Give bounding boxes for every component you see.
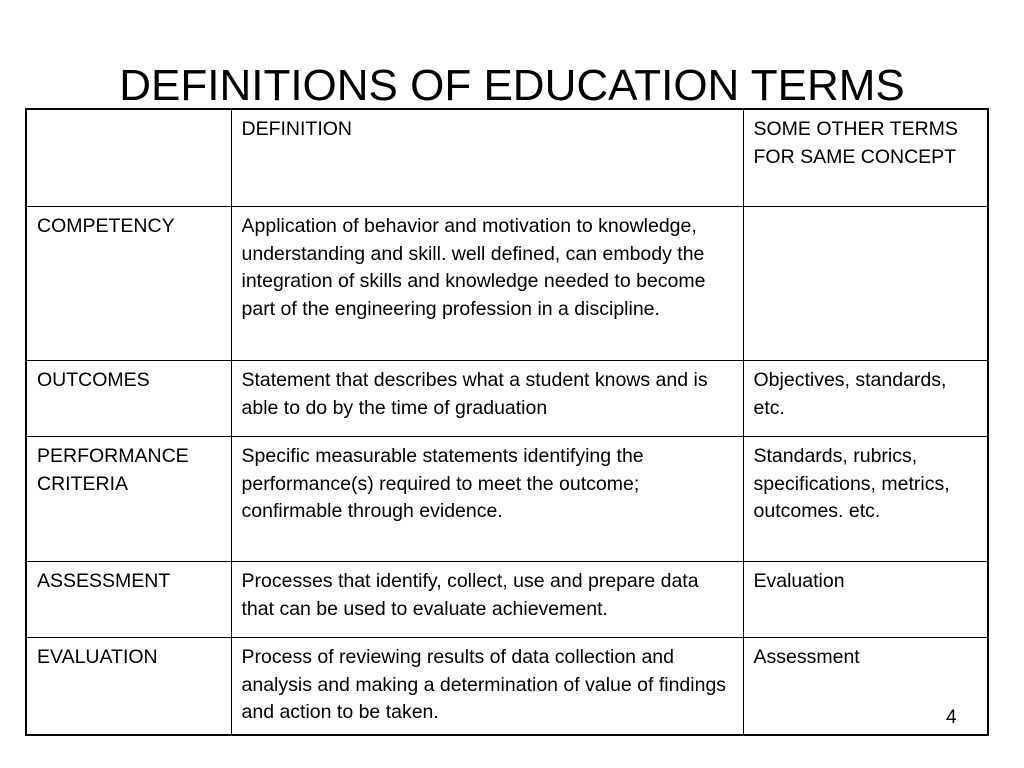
definition-cell: Specific measurable statements identifying the performance(s) required to meet the outcome; confirmable through evidence. [231,437,743,562]
table-row [26,562,988,638]
header-cell-term [26,109,231,207]
definition-cell: Process of reviewing results of data collection and analysis and making a determination of value of findings and action to be taken. [231,638,743,736]
other-terms-cell [743,207,988,361]
header-cell-definition: DEFINITION [231,109,743,207]
table-row [26,638,988,736]
table-row [26,437,988,562]
term-cell: ASSESSMENT [26,562,231,638]
table-row [26,207,988,361]
term-cell: COMPETENCY [26,207,231,361]
other-terms-cell: Evaluation [743,562,988,638]
term-cell: PERFORMANCE CRITERIA [26,437,231,562]
slide-title: DEFINITIONS OF EDUCATION TERMS [119,61,905,110]
term-cell: OUTCOMES [26,361,231,437]
table-row [26,361,988,437]
definition-cell: Statement that describes what a student knows and is able to do by the time of graduation [231,361,743,437]
page-number: 4 [946,707,957,728]
definition-cell: Processes that identify, collect, use and prepare data that can be used to evaluate achievement. [231,562,743,638]
term-cell: EVALUATION [26,638,231,736]
other-terms-cell: Objectives, standards, etc. [743,361,988,437]
other-terms-cell: Assessment [743,638,988,736]
header-cell-other-terms: SOME OTHER TERMS FOR SAME CONCEPT [743,109,988,207]
other-terms-cell: Standards, rubrics, specifications, metrics, outcomes. etc. [743,437,988,562]
definition-cell: Application of behavior and motivation to knowledge, understanding and skill. well defined, can embody the integration of skills and knowledge needed to become part of the engineering profession in a discipline. [231,207,743,361]
definitions-table [25,108,989,736]
table-header-row [26,109,988,207]
